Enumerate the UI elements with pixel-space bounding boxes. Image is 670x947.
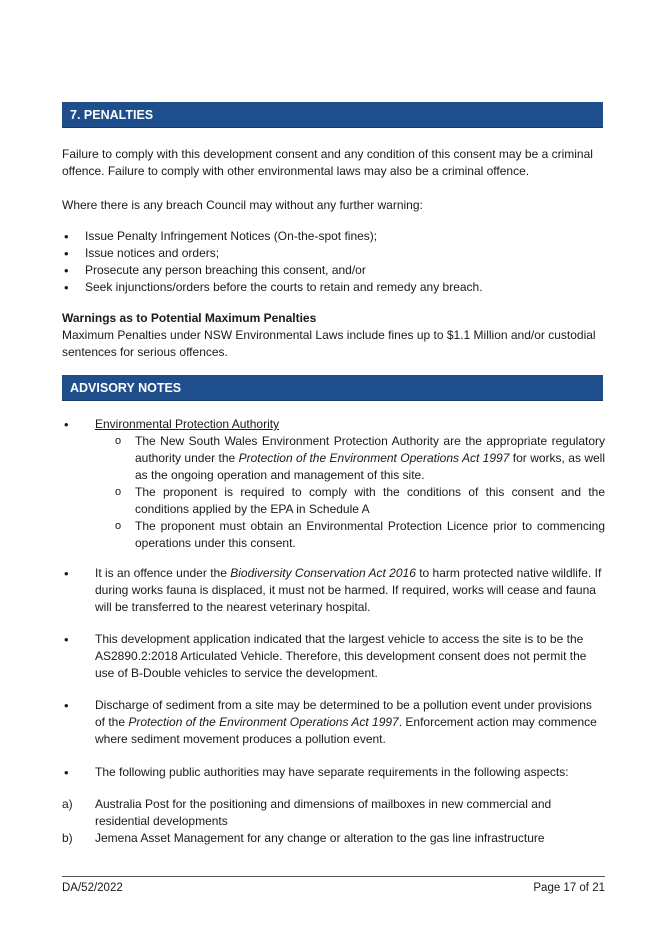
penalties-heading: 7. PENALTIES <box>62 102 603 128</box>
advisory-epa <box>62 416 605 552</box>
circle-bullet-icon: o <box>115 520 122 532</box>
list-item: • Seek injunctions/orders before the courts to retain and remedy any breach. <box>62 279 605 296</box>
warnings-block <box>62 310 605 361</box>
authorities-lead: The following public authorities may have separate requirements in the following aspects: <box>95 765 569 779</box>
warnings-title: Warnings as to Potential Maximum Penalties <box>62 311 317 325</box>
footer-divider <box>62 876 605 877</box>
advisory-vehicle <box>62 631 605 682</box>
epa-title: Environmental Protection Authority <box>95 417 280 431</box>
advisory-authorities <box>62 764 605 781</box>
list-item: o The New South Wales Environment Protection Authority are the appropriate regulatory authority under the Protection of the Environment Operations Act 1997 for works, as well as the ongoing operation and management of this site. <box>115 434 606 482</box>
list-item: • Issue notices and orders; <box>62 245 605 262</box>
bullet-icon: • <box>64 698 69 713</box>
vehicle-text: This development application indicated that the largest vehicle to access the site is to be the AS2890.2:2018 Articulated Vehicle. Therefore, this development consent does not permit the use of B-Double vehicles to service the development. <box>95 632 587 680</box>
penalties-lead <box>62 197 605 214</box>
bullet-icon: • <box>64 417 69 432</box>
advisory-wildlife <box>62 565 605 616</box>
sediment-text: Discharge of sediment from a site may be determined to be a pollution event under provisions of the Protection of the Environment Operations Act 1997. Enforcement action may commence where sediment movement produces a pollution event. <box>95 698 597 746</box>
penalties-lead-text: Where there is any breach Council may without any further warning: <box>62 198 423 212</box>
bullet-icon: • <box>64 632 69 647</box>
penalties-intro <box>62 146 605 180</box>
warnings-text: Maximum Penalties under NSW Environmental Laws include fines up to $1.1 Million and/or custodial sentences for serious offences. <box>62 328 596 359</box>
bullet-icon: • <box>64 566 69 581</box>
penalties-intro-text: Failure to comply with this development consent and any condition of this consent may be a criminal offence. Failure to comply with other environmental laws may also be a criminal offence. <box>62 147 593 178</box>
wildlife-text: It is an offence under the Biodiversity Conservation Act 2016 to harm protected native wildlife. If during works fauna is displaced, it must not be harmed. If required, works will cease and fauna will be transferred to the nearest veterinary hospital. <box>95 566 602 614</box>
circle-bullet-icon: o <box>115 486 122 498</box>
list-item: o The proponent must obtain an Environmental Protection Licence prior to commencing operations under this consent. <box>115 519 605 550</box>
footer-reference: DA/52/2022 <box>62 882 123 894</box>
footer-page-number: Page 17 of 21 <box>533 882 605 894</box>
circle-bullet-icon: o <box>115 435 122 447</box>
list-item: o The proponent is required to comply with the conditions of this consent and the conditions applied by the EPA in Schedule A <box>115 485 605 516</box>
list-item: b) Jemena Asset Management for any change or alteration to the gas line infrastructure <box>62 831 545 845</box>
authorities-list <box>62 796 605 847</box>
penalties-bullet-list <box>62 228 605 296</box>
bullet-icon: • <box>64 765 69 780</box>
list-item: a) Australia Post for the positioning and dimensions of mailboxes in new commercial and residential developments <box>62 797 552 828</box>
list-item: • Prosecute any person breaching this consent, and/or <box>62 262 605 279</box>
advisory-sediment <box>62 697 605 748</box>
advisory-heading: ADVISORY NOTES <box>62 375 603 401</box>
list-item: • Issue Penalty Infringement Notices (On-the-spot fines); <box>62 228 605 245</box>
